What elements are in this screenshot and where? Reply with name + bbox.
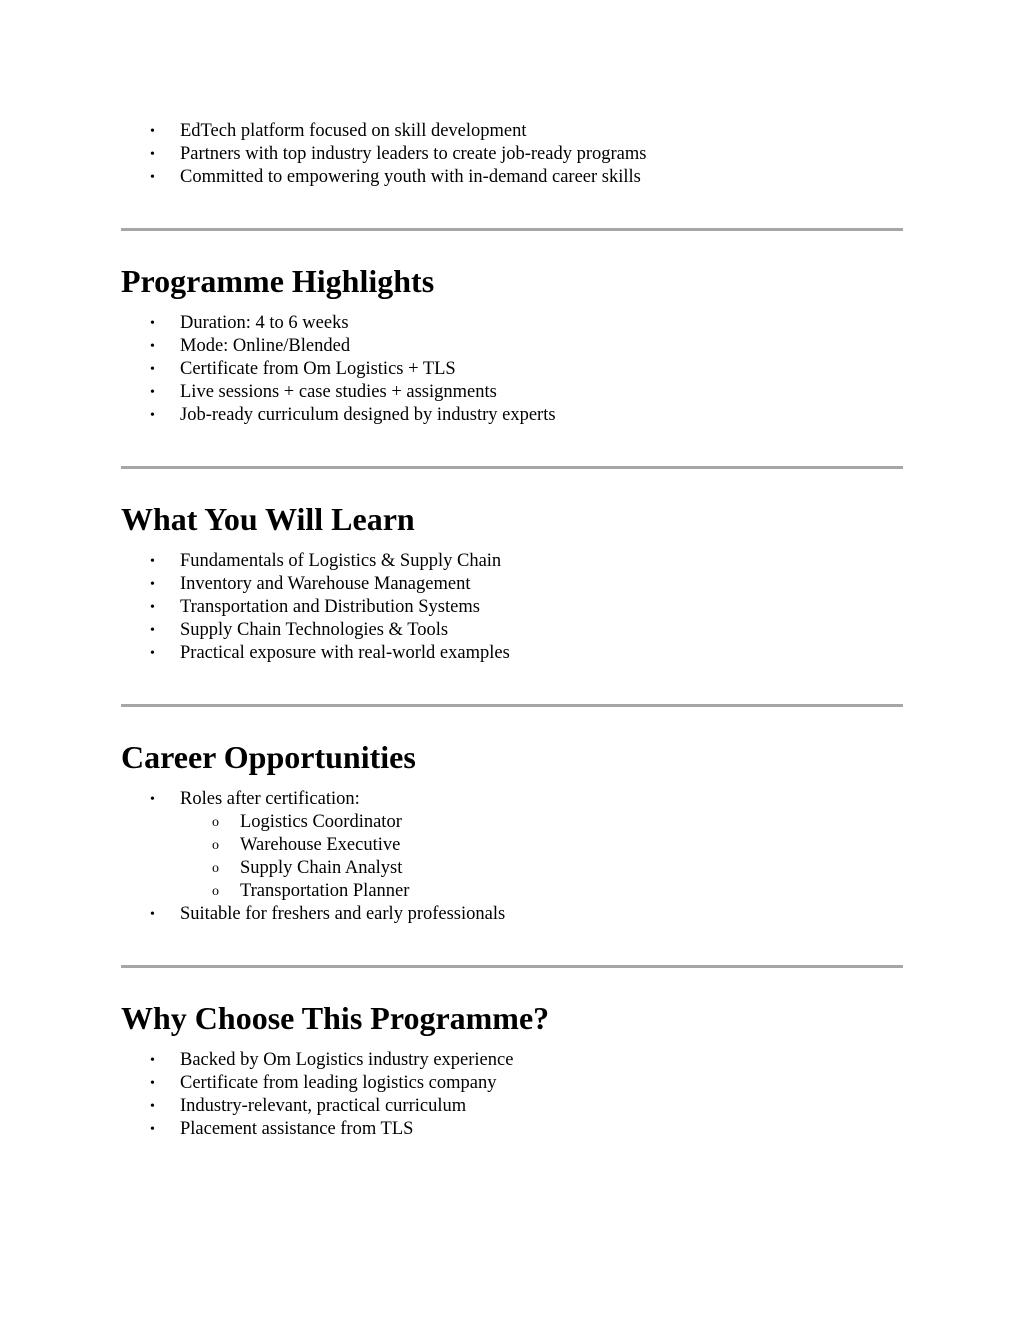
roles-list [121,811,903,903]
why-list [121,1049,903,1141]
list-item: • Transportation and Distribution Systems [121,596,903,619]
intro-list [121,120,903,189]
divider [121,228,903,231]
list-item: o Logistics Coordinator [121,811,903,834]
list-item: • Suitable for freshers and early professionals [121,903,903,926]
list-item: • Live sessions + case studies + assignments [121,381,903,404]
list-item: • Supply Chain Technologies & Tools [121,619,903,642]
list-item: o Supply Chain Analyst [121,857,903,880]
document [121,120,903,1141]
list-item: • Fundamentals of Logistics & Supply Chain [121,550,903,573]
list-item: • Certificate from leading logistics company [121,1072,903,1095]
divider [121,704,903,707]
section-heading: Programme Highlights [121,263,435,299]
section-heading: What You Will Learn [121,501,415,537]
list-item: • Duration: 4 to 6 weeks [121,312,903,335]
list-item: o Transportation Planner [121,880,903,903]
list-item: • Job-ready curriculum designed by industry experts [121,404,903,427]
list-item: • Practical exposure with real-world examples [121,642,903,665]
section-heading: Why Choose This Programme? [121,1000,550,1036]
list-item: • Partners with top industry leaders to create job-ready programs [121,143,903,166]
career-list [121,788,903,811]
list-item: • Committed to empowering youth with in-demand career skills [121,166,903,189]
divider [121,466,903,469]
list-item: o Warehouse Executive [121,834,903,857]
list-item: • Certificate from Om Logistics + TLS [121,358,903,381]
highlights-list [121,312,903,427]
list-item: • Industry-relevant, practical curriculum [121,1095,903,1118]
career-list-cont [121,903,903,926]
section-heading: Career Opportunities [121,739,416,775]
list-item: • Backed by Om Logistics industry experience [121,1049,903,1072]
list-item: • Mode: Online/Blended [121,335,903,358]
learn-list [121,550,903,665]
list-item: • Roles after certification: [121,788,903,811]
divider [121,965,903,968]
list-item: • Inventory and Warehouse Management [121,573,903,596]
list-item: • Placement assistance from TLS [121,1118,903,1141]
list-item: • EdTech platform focused on skill development [121,120,903,143]
